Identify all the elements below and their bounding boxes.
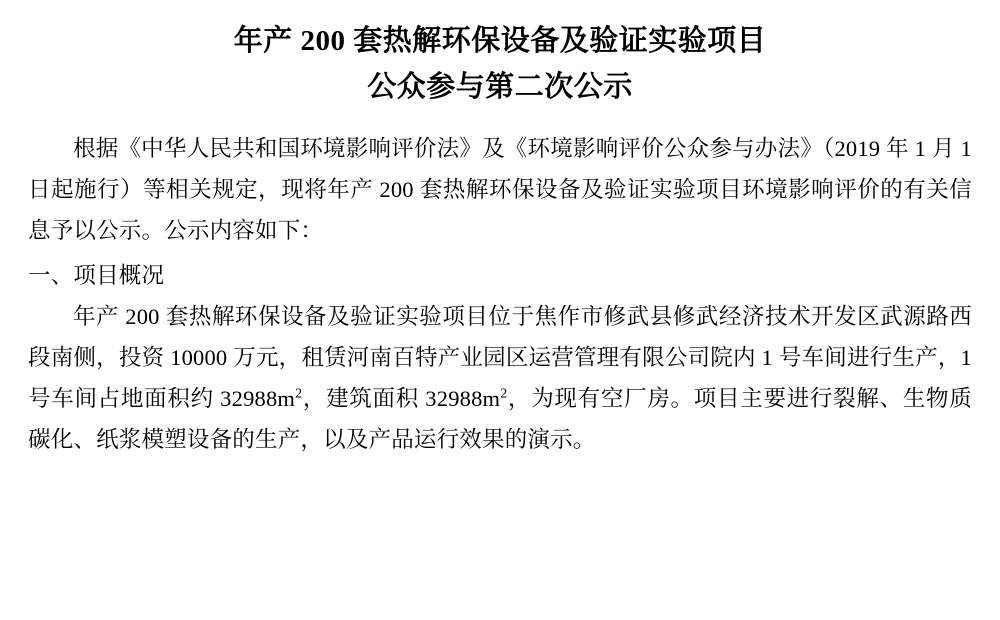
document-body: [28, 128, 972, 460]
section-heading-project-overview: 一、项目概况: [28, 263, 165, 288]
paragraph-legal-basis: 根据《中华人民共和国环境影响评价法》及《环境影响评价公众参与办法》（2019 年 1 月 1 日起施行）等相关规定，现将年产 200 套热解环保设备及验证实验项目环境影响评价的有关信息予以公示。公示内容如下：: [28, 136, 972, 243]
superscript-area-unit-1: 2: [295, 386, 303, 402]
superscript-area-unit-2: 2: [500, 386, 508, 402]
overview-text-part-3: ，为现有空厂房。项目主要进行裂解、生物质碳化、纸浆模塑设备的生产，以及产品运行效果的演示。: [28, 386, 972, 452]
overview-text-part-2: ，建筑面积 32988m: [302, 386, 501, 411]
page-title: [28, 18, 972, 110]
paragraph-project-overview: [28, 296, 972, 460]
title-line-2: 公众参与第二次公示: [367, 71, 633, 103]
overview-text-part-1: 年产 200 套热解环保设备及验证实验项目位于焦作市修武县修武经济技术开发区武源路西段南侧，投资 10000 万元，租赁河南百特产业园区运营管理有限公司院内 1 号车间进行生产，1 号车间占地面积约 32988m: [28, 304, 972, 411]
title-line-1: 年产 200 套热解环保设备及验证实验项目: [233, 25, 767, 57]
